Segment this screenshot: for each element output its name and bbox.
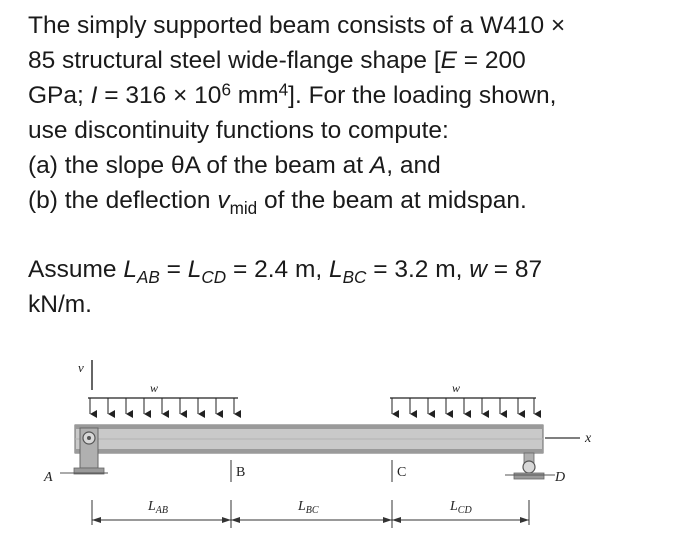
spacer <box>28 218 688 252</box>
symbol-v: v <box>217 187 230 214</box>
beam-figure <box>0 350 700 557</box>
x-axis-label: x <box>585 431 592 446</box>
dim-label-LAB: $L_{AB}$ <box>148 499 169 516</box>
point-label-D: D <box>555 470 566 485</box>
symbol-I: I <box>90 82 98 109</box>
problem-line-7 <box>28 252 688 287</box>
text-run: = 2.4 m, <box>226 256 329 283</box>
problem-line-5 <box>28 148 688 183</box>
symbol-E: E <box>440 47 457 74</box>
v-axis-label: v <box>78 360 84 375</box>
exponent: 6 <box>221 79 231 100</box>
load-label-left: w <box>150 381 159 395</box>
distributed-load-right <box>390 398 536 414</box>
dim-label-LBC: $L_{BC}$ <box>298 499 319 516</box>
text-run: = 200 <box>457 47 526 74</box>
point-label-C: C <box>397 465 407 480</box>
distributed-load-left <box>88 398 238 414</box>
text-run: Assume <box>28 256 124 283</box>
subscript: AB <box>136 267 160 287</box>
problem-line-1 <box>28 8 688 43</box>
problem-line-8 <box>28 287 688 322</box>
text-run: = 3.2 m, <box>366 256 470 283</box>
symbol-A: A <box>369 152 387 179</box>
text-run: , and <box>386 152 441 179</box>
problem-line-6 <box>28 183 688 218</box>
text-run: = 87 <box>486 256 543 283</box>
subscript: mid <box>229 198 258 218</box>
load-label-right: w <box>452 381 461 395</box>
exponent: 4 <box>278 79 289 100</box>
text-run: mm <box>230 82 279 109</box>
text-run: (b) the deflection <box>28 187 218 214</box>
subscript: BC <box>342 267 367 287</box>
text-run: of the beam at midspan. <box>257 187 527 214</box>
text-run: ]. For the loading shown, <box>288 82 557 109</box>
point-label-A: A <box>44 470 53 485</box>
problem-line-2 <box>28 43 688 78</box>
symbol-L: L <box>328 256 343 283</box>
beam <box>75 425 543 453</box>
symbol-w: w <box>469 256 487 283</box>
text-run: = <box>159 256 188 283</box>
text-run: kN/m. <box>28 291 92 318</box>
text-run: GPa; <box>28 82 91 109</box>
text-run: use discontinuity functions to compute: <box>28 117 449 144</box>
text-run: The simply supported beam consists of a W410 × <box>28 12 566 39</box>
problem-line-4 <box>28 113 688 148</box>
subscript: CD <box>201 267 227 287</box>
text-run: (a) the slope θA of the beam at <box>28 152 370 179</box>
dim-label-LCD: $L_{CD}$ <box>450 499 472 516</box>
problem-statement <box>28 8 688 322</box>
problem-line-3 <box>28 78 688 113</box>
text-run: = 316 × 10 <box>97 82 222 109</box>
text-run: 85 structural steel wide-flange shape [ <box>28 47 441 74</box>
symbol-L: L <box>123 256 137 283</box>
point-label-B: B <box>236 465 246 480</box>
symbol-L: L <box>187 256 202 283</box>
